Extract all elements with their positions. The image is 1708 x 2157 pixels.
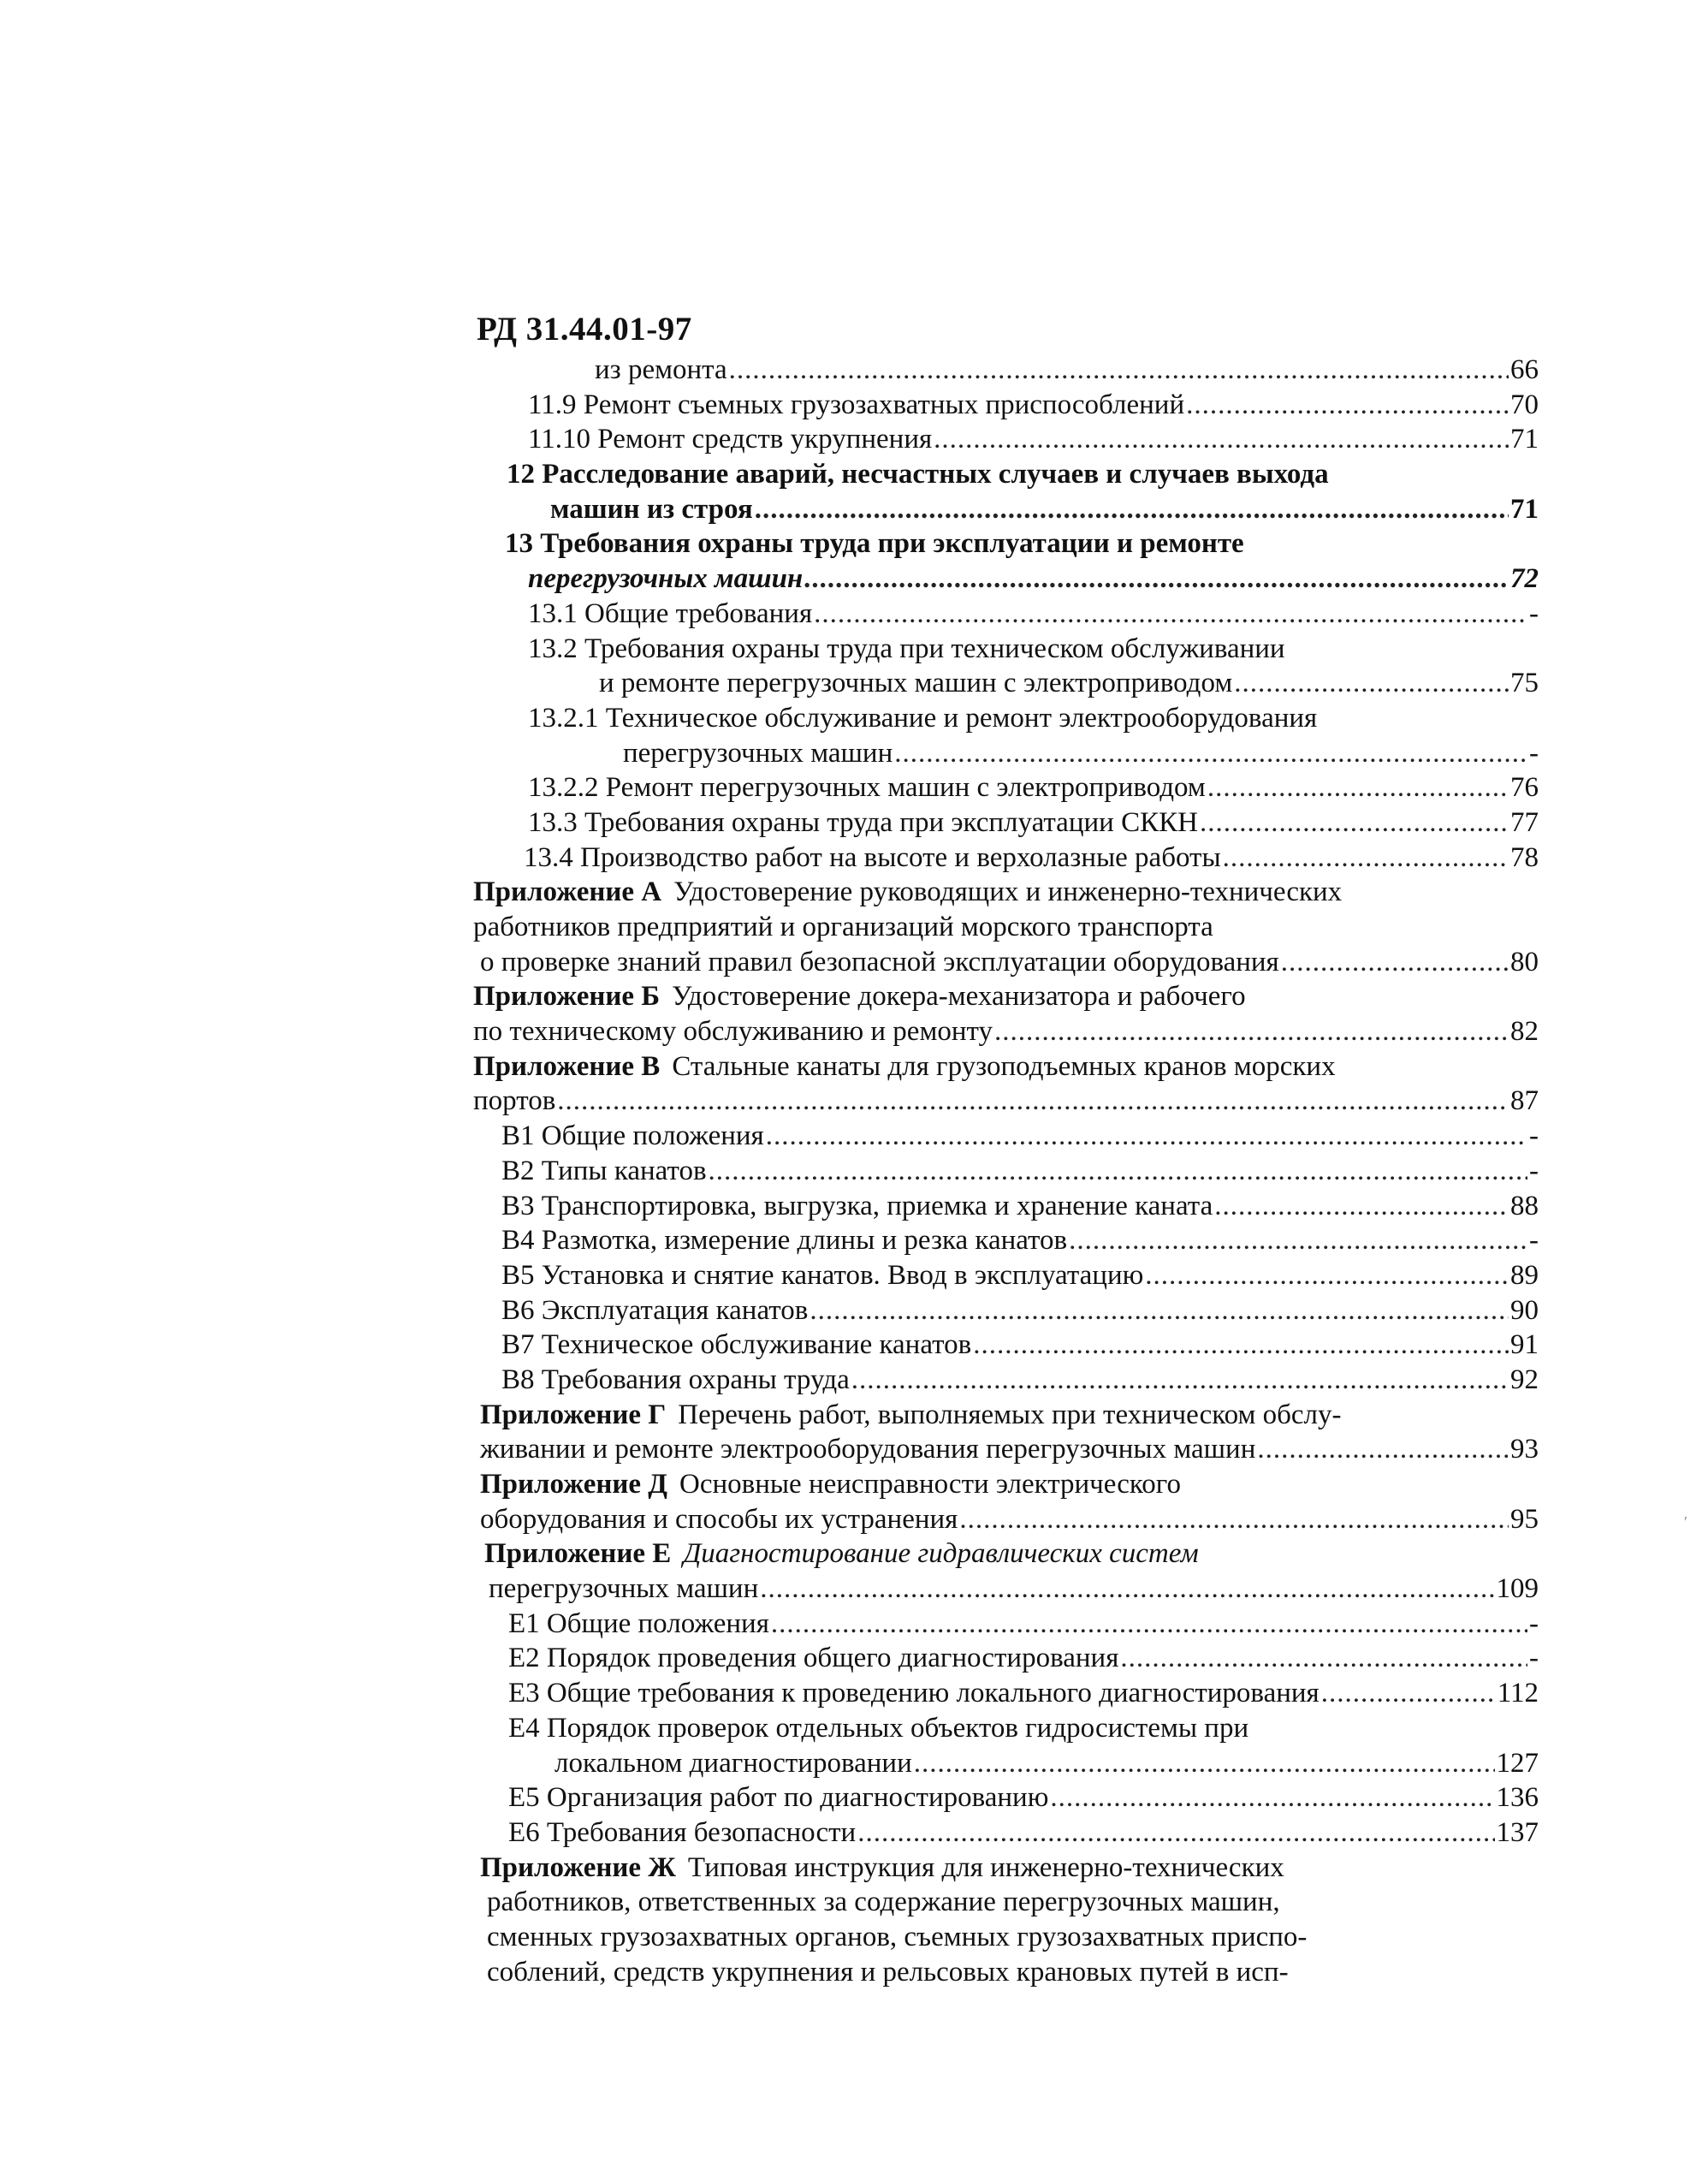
toc-entry-page: 82 [1510, 1016, 1539, 1048]
toc-entry-text: по техническому обслуживанию и ремонту [473, 1016, 993, 1048]
dot-leader [851, 1363, 1509, 1398]
toc-entry-page: 93 [1510, 1434, 1539, 1465]
document-code: РД 31.44.01-97 [477, 311, 692, 348]
toc-entry [0, 1851, 1708, 1886]
toc-entry-text: Е2 Порядок проведения общего диагностирования [508, 1643, 1119, 1674]
dot-leader [1069, 1223, 1527, 1258]
dot-leader [1281, 945, 1509, 980]
toc-entry [0, 457, 1708, 492]
toc-entry-page: 71 [1510, 424, 1539, 455]
dot-leader [994, 1014, 1509, 1049]
toc-entry [0, 1815, 1708, 1851]
dot-leader [1050, 1780, 1494, 1815]
toc-entry [0, 701, 1708, 736]
appendix-label: Приложение Г [480, 1399, 667, 1430]
toc-entry [0, 666, 1708, 701]
toc-entry-page: 90 [1510, 1294, 1539, 1326]
toc-entry-text: Е3 Общие требования к проведению локального диагностирования [508, 1678, 1320, 1709]
toc-entry-text: Основные неисправности электрического [679, 1469, 1181, 1500]
toc-entry-text: В8 Требования охраны труда [501, 1364, 850, 1395]
toc-entry [0, 1154, 1708, 1189]
toc-entry-text: портов [473, 1085, 556, 1117]
toc-entry-page: 75 [1510, 668, 1539, 699]
toc-entry-page: 77 [1510, 806, 1539, 838]
toc-entry [0, 1955, 1708, 1990]
toc-entry [0, 1711, 1708, 1746]
toc-entry-page: 89 [1510, 1259, 1539, 1291]
toc-entry-text: В2 Типы канатов [501, 1155, 707, 1186]
toc-entry [0, 1536, 1708, 1572]
dot-leader [1207, 770, 1509, 805]
dot-leader [1145, 1258, 1509, 1293]
toc-entry-page: 88 [1510, 1190, 1539, 1221]
toc-entry-text: 13.4 Производство работ на высоте и верхолазные работы [524, 841, 1221, 873]
toc-entry-text: 13.2 Требования охраны труда при техническом обслуживании [528, 633, 1285, 664]
toc-entry [0, 1258, 1708, 1293]
dot-leader [1234, 666, 1509, 701]
toc-entry-text: Е1 Общие положения [508, 1607, 769, 1639]
toc-entry-text: 11.9 Ремонт съемных грузозахватных приспособлений [528, 389, 1185, 420]
toc-entry-page: 127 [1496, 1747, 1539, 1779]
toc-entry-text: Перечень работ, выполняемых при техническом обслу- [678, 1399, 1342, 1430]
toc-entry-page: 66 [1510, 354, 1539, 385]
toc-entry-page: - [1529, 1225, 1539, 1257]
dot-leader [1321, 1676, 1496, 1711]
toc-entry-text: перегрузочных машин [528, 563, 804, 595]
toc-entry-page: 109 [1496, 1573, 1539, 1605]
toc-entry [0, 1293, 1708, 1328]
toc-entry [0, 1641, 1708, 1676]
toc-entry-text: 13.1 Общие требования [528, 597, 813, 629]
toc-entry-page: 72 [1510, 563, 1539, 595]
toc-entry-page: 112 [1497, 1678, 1539, 1709]
toc-entry-page: - [1529, 1155, 1539, 1186]
toc-entry-text: Стальные канаты для грузоподъемных кранов морских [672, 1050, 1336, 1082]
dot-leader [934, 422, 1509, 457]
toc-entry [0, 1502, 1708, 1537]
dot-leader [857, 1815, 1494, 1851]
toc-entry [0, 875, 1708, 910]
toc-entry [0, 1084, 1708, 1119]
toc-entry-text: В5 Установка и снятие канатов. Ввод в эксплуатацию [501, 1259, 1144, 1291]
toc-entry-text: В6 Эксплуатация канатов [501, 1294, 809, 1326]
toc-entry-text: 13.2.2 Ремонт перегрузочных машин с электроприводом [528, 772, 1206, 804]
toc-entry-text: машин из строя [550, 493, 753, 525]
toc-entry [0, 1189, 1708, 1224]
toc-entry-text: и ремонте перегрузочных машин с электроприводом [599, 668, 1233, 699]
toc-entry-text: о проверке знаний правил безопасной эксплуатации оборудования [480, 946, 1279, 977]
toc-entry-text: Е4 Порядок проверок отдельных объектов гидросистемы при [508, 1712, 1249, 1744]
dot-leader [771, 1607, 1527, 1642]
toc-entry-text: Типовая инструкция для инженерно-технических [687, 1851, 1284, 1883]
toc-entry [0, 945, 1708, 980]
toc-entry-text: 13 Требования охраны труда при эксплуатации и ремонте [505, 528, 1244, 560]
toc-entry-text: В4 Размотка, измерение длины и резка канатов [501, 1225, 1068, 1257]
toc-entry [0, 1467, 1708, 1502]
toc-entry-text: В7 Техническое обслуживание канатов [501, 1329, 972, 1361]
appendix-label: Приложение Д [480, 1469, 667, 1500]
toc-entry [0, 1014, 1708, 1049]
toc-entry-page: - [1529, 597, 1539, 629]
toc-entry-page: - [1529, 737, 1539, 769]
toc-entry-page: - [1529, 1120, 1539, 1152]
toc-entry [0, 597, 1708, 632]
toc-entry [0, 979, 1708, 1014]
toc-entry [0, 1746, 1708, 1781]
dot-leader [1214, 1189, 1509, 1224]
toc-entry-text: работников, ответственных за содержание перегрузочных машин, [487, 1887, 1280, 1918]
toc-entry [0, 805, 1708, 841]
toc-entry [0, 388, 1708, 423]
toc-entry [0, 736, 1708, 771]
toc-entry-page: 137 [1496, 1816, 1539, 1848]
toc-entry [0, 770, 1708, 805]
dot-leader [959, 1502, 1509, 1537]
dot-leader [709, 1154, 1527, 1189]
toc-entry-text: 12 Расследование аварий, несчастных случаев и случаев выхода [507, 459, 1329, 490]
dot-leader [1186, 388, 1509, 423]
dot-leader [755, 492, 1509, 527]
toc-entry-text: В1 Общие положения [501, 1120, 764, 1152]
appendix-label: Приложение Б [473, 981, 661, 1013]
toc-entry-text: Удостоверение докера-механизатора и рабочего [672, 981, 1246, 1013]
toc-entry [0, 1572, 1708, 1607]
toc-entry [0, 1363, 1708, 1398]
toc-entry [0, 1920, 1708, 1955]
dot-leader [894, 736, 1527, 771]
dot-leader [1120, 1641, 1527, 1676]
toc-entry-text: работников предприятий и организаций морского транспорта [473, 912, 1213, 942]
toc-entry-text: Диагностирование гидравлических систем [683, 1538, 1199, 1570]
toc-entry-text: 11.10 Ремонт средств укрупнения [528, 424, 933, 455]
toc-entry-page: 91 [1510, 1329, 1539, 1361]
toc-entry [0, 632, 1708, 667]
toc-entry [0, 1432, 1708, 1467]
toc-entry-text: сменных грузозахватных органов, съемных грузозахватных приспо- [487, 1921, 1308, 1952]
toc-entry-text: Е5 Организация работ по диагностированию [508, 1782, 1049, 1814]
toc-entry-page: 80 [1510, 946, 1539, 977]
toc-entry-text: Е6 Требования безопасности [508, 1816, 857, 1848]
toc-entry [0, 1607, 1708, 1642]
toc-entry-text: оборудования и способы их устранения [480, 1503, 958, 1535]
toc-entry-text: перегрузочных машин [623, 737, 893, 769]
table-of-contents [0, 353, 1708, 1989]
toc-entry-page: 78 [1510, 841, 1539, 873]
scan-mark: ′ [1684, 1513, 1687, 1530]
toc-entry [0, 422, 1708, 457]
toc-entry [0, 1398, 1708, 1433]
toc-entry-page: 136 [1496, 1782, 1539, 1814]
dot-leader [810, 1293, 1509, 1328]
toc-entry [0, 1328, 1708, 1363]
toc-entry-text: Удостоверение руководящих и инженерно-технических [673, 876, 1343, 908]
appendix-label: Приложение В [473, 1050, 661, 1082]
appendix-label: Приложение Е [484, 1538, 672, 1570]
appendix-label: Приложение А [473, 876, 662, 908]
toc-entry [0, 526, 1708, 562]
dot-leader [1257, 1432, 1509, 1467]
toc-entry-page: 95 [1510, 1503, 1539, 1535]
toc-entry [0, 1049, 1708, 1084]
toc-entry-text: 13.2.1 Техническое обслуживание и ремонт электрооборудования [528, 702, 1318, 734]
dot-leader [804, 562, 1509, 597]
toc-entry-text: перегрузочных машин [489, 1573, 759, 1605]
dot-leader [760, 1572, 1494, 1607]
toc-entry-page: - [1529, 1643, 1539, 1674]
toc-entry-text: 13.3 Требования охраны труда при эксплуатации СККН [528, 806, 1198, 838]
dot-leader [1200, 805, 1509, 841]
toc-entry [0, 492, 1708, 527]
toc-entry-page: 70 [1510, 389, 1539, 420]
dot-leader [914, 1746, 1495, 1781]
toc-entry [0, 1119, 1708, 1154]
dot-leader [729, 353, 1509, 388]
toc-entry-text: живании и ремонте электрооборудования перегрузочных машин [480, 1434, 1256, 1465]
dot-leader [1223, 841, 1509, 876]
toc-entry-text: из ремонта [595, 354, 727, 385]
dot-leader [557, 1084, 1509, 1119]
toc-entry [0, 910, 1708, 945]
toc-entry [0, 1780, 1708, 1815]
toc-entry-page: - [1529, 1607, 1539, 1639]
toc-entry-page: 76 [1510, 772, 1539, 804]
toc-entry [0, 1223, 1708, 1258]
toc-entry [0, 353, 1708, 388]
appendix-label: Приложение Ж [480, 1851, 676, 1883]
toc-entry-text: В3 Транспортировка, выгрузка, приемка и хранение каната [501, 1190, 1213, 1221]
toc-entry [0, 1885, 1708, 1920]
dot-leader [973, 1328, 1509, 1363]
toc-entry-page: 87 [1510, 1085, 1539, 1117]
dot-leader [814, 597, 1527, 632]
toc-entry [0, 841, 1708, 876]
toc-entry [0, 1676, 1708, 1711]
toc-entry-text: локальном диагностировании [555, 1747, 912, 1779]
toc-entry [0, 562, 1708, 597]
dot-leader [766, 1119, 1527, 1154]
toc-entry-text: соблений, средств укрупнения и рельсовых крановых путей в исп- [487, 1956, 1289, 1988]
toc-entry-page: 92 [1510, 1364, 1539, 1395]
toc-entry-page: 71 [1510, 493, 1539, 525]
